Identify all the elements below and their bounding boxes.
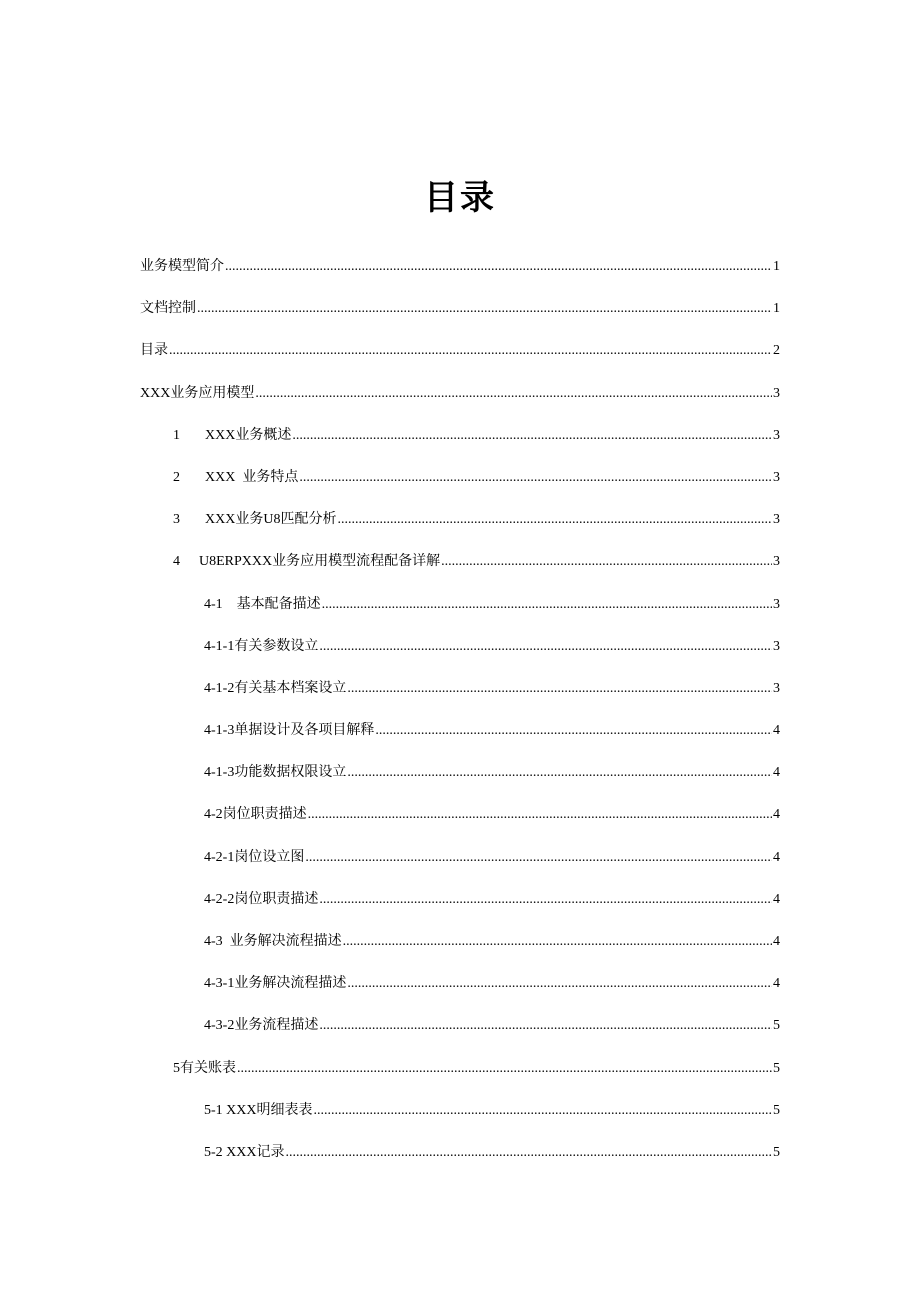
toc-entry-label: 4-3-2业务流程描述 xyxy=(204,1018,319,1034)
toc-entry-page: 3 xyxy=(773,512,780,528)
toc-entry[interactable] xyxy=(140,674,780,716)
toc-entry-page: 2 xyxy=(773,343,780,359)
toc-entry-page: 3 xyxy=(773,554,780,570)
table-of-contents xyxy=(140,252,780,1180)
toc-entry-page: 4 xyxy=(773,723,780,739)
toc-leader-dots xyxy=(347,969,772,999)
toc-entry-label: 5有关账表 xyxy=(173,1060,236,1076)
toc-leader-dots xyxy=(343,927,772,957)
toc-leader-dots xyxy=(292,421,772,451)
toc-entry[interactable] xyxy=(140,590,780,632)
toc-entry-label xyxy=(173,547,440,577)
toc-entry-label: XXX业务应用模型 xyxy=(140,385,255,401)
toc-entry-label: 5-1 XXX明细表表 xyxy=(204,1102,313,1118)
toc-entry[interactable] xyxy=(140,463,780,505)
toc-entry-text: XXX业务U8匹配分析 xyxy=(205,512,337,528)
toc-entry[interactable] xyxy=(140,969,780,1011)
toc-entry-label: 目录 xyxy=(140,343,168,359)
toc-entry-label xyxy=(173,505,336,535)
toc-entry-page: 3 xyxy=(773,680,780,696)
toc-entry-page: 4 xyxy=(773,934,780,949)
toc-entry-page: 4 xyxy=(773,765,780,781)
toc-leader-dots xyxy=(305,843,772,873)
toc-entry-page: 1 xyxy=(773,259,780,274)
toc-entry-label xyxy=(173,421,291,451)
toc-entry-text: XXX 业务特点 xyxy=(205,469,299,485)
toc-leader-dots xyxy=(441,547,772,577)
toc-entry-number: 2 xyxy=(173,469,180,485)
toc-entry[interactable] xyxy=(140,1054,780,1096)
toc-leader-dots xyxy=(375,716,772,746)
toc-entry-label: 4-1-3功能数据权限设立 xyxy=(204,765,347,781)
toc-entry-page: 5 xyxy=(773,1102,780,1118)
toc-leader-dots xyxy=(299,463,772,493)
toc-entry[interactable] xyxy=(140,505,780,547)
toc-leader-dots xyxy=(197,294,772,324)
toc-entry[interactable] xyxy=(140,421,780,463)
toc-leader-dots xyxy=(169,336,772,366)
toc-leader-dots xyxy=(286,1138,773,1168)
toc-entry-page: 3 xyxy=(773,469,780,485)
toc-entry[interactable] xyxy=(140,294,780,336)
toc-entry-number: 3 xyxy=(173,512,180,528)
toc-entry-page: 4 xyxy=(773,891,780,907)
toc-entry-page: 3 xyxy=(773,385,780,401)
toc-leader-dots xyxy=(255,379,772,409)
toc-entry-page: 3 xyxy=(773,638,780,654)
toc-entry[interactable] xyxy=(140,1011,780,1053)
toc-entry-label: 4-2-1岗位设立图 xyxy=(204,849,305,865)
toc-entry[interactable] xyxy=(140,885,780,927)
toc-entry-number: 1 xyxy=(173,427,180,443)
toc-entry-label: 4-2岗位职责描述 xyxy=(204,807,307,823)
toc-entry-page: 5 xyxy=(773,1060,780,1076)
toc-entry-label: 5-2 XXX记录 xyxy=(204,1144,285,1160)
toc-entry-label: 业务模型简介 xyxy=(140,259,224,274)
toc-entry-page: 4 xyxy=(773,976,780,992)
toc-leader-dots xyxy=(314,1096,773,1126)
toc-leader-dots xyxy=(322,590,772,620)
toc-entry-text: U8ERPXXX业务应用模型流程配备详解 xyxy=(199,554,441,570)
toc-entry-label: 4-3-1业务解决流程描述 xyxy=(204,976,347,992)
toc-leader-dots xyxy=(308,800,772,830)
toc-entry[interactable] xyxy=(140,547,780,589)
toc-leader-dots xyxy=(225,252,772,282)
toc-entry[interactable] xyxy=(140,1138,780,1180)
toc-entry-label: 文档控制 xyxy=(140,301,196,317)
toc-leader-dots xyxy=(347,758,772,788)
toc-entry[interactable] xyxy=(140,252,780,294)
toc-entry-page: 1 xyxy=(773,301,780,317)
toc-entry-number: 4 xyxy=(173,554,180,570)
toc-entry-page: 5 xyxy=(773,1018,780,1034)
toc-entry-label: 4-1 基本配备描述 xyxy=(204,596,321,612)
toc-entry-label: 4-1-1有关参数设立 xyxy=(204,638,319,654)
toc-leader-dots xyxy=(319,1011,772,1041)
toc-entry[interactable] xyxy=(140,1096,780,1138)
toc-entry-text: XXX业务概述 xyxy=(205,427,292,443)
toc-entry[interactable] xyxy=(140,927,780,969)
toc-entry[interactable] xyxy=(140,800,780,842)
toc-entry-page: 4 xyxy=(773,807,780,823)
toc-leader-dots xyxy=(319,885,772,915)
toc-entry-page: 4 xyxy=(773,849,780,865)
toc-leader-dots xyxy=(319,632,772,662)
toc-entry[interactable] xyxy=(140,843,780,885)
toc-entry-label: 4-1-2有关基本档案设立 xyxy=(204,680,347,696)
toc-entry-label: 4-3 业务解决流程描述 xyxy=(204,934,342,949)
page-title: 目录 xyxy=(424,178,496,218)
toc-entry[interactable] xyxy=(140,758,780,800)
toc-entry[interactable] xyxy=(140,632,780,674)
toc-entry-page: 3 xyxy=(773,596,780,612)
toc-entry[interactable] xyxy=(140,379,780,421)
toc-leader-dots xyxy=(237,1054,772,1084)
toc-entry-label: 4-1-3单据设计及各项目解释 xyxy=(204,723,375,739)
toc-entry-page: 5 xyxy=(773,1144,780,1160)
toc-entry[interactable] xyxy=(140,716,780,758)
toc-entry[interactable] xyxy=(140,336,780,378)
toc-entry-page: 3 xyxy=(773,427,780,443)
toc-leader-dots xyxy=(337,505,772,535)
toc-entry-label: 4-2-2岗位职责描述 xyxy=(204,891,319,907)
toc-entry-label xyxy=(173,463,298,493)
toc-leader-dots xyxy=(347,674,772,704)
